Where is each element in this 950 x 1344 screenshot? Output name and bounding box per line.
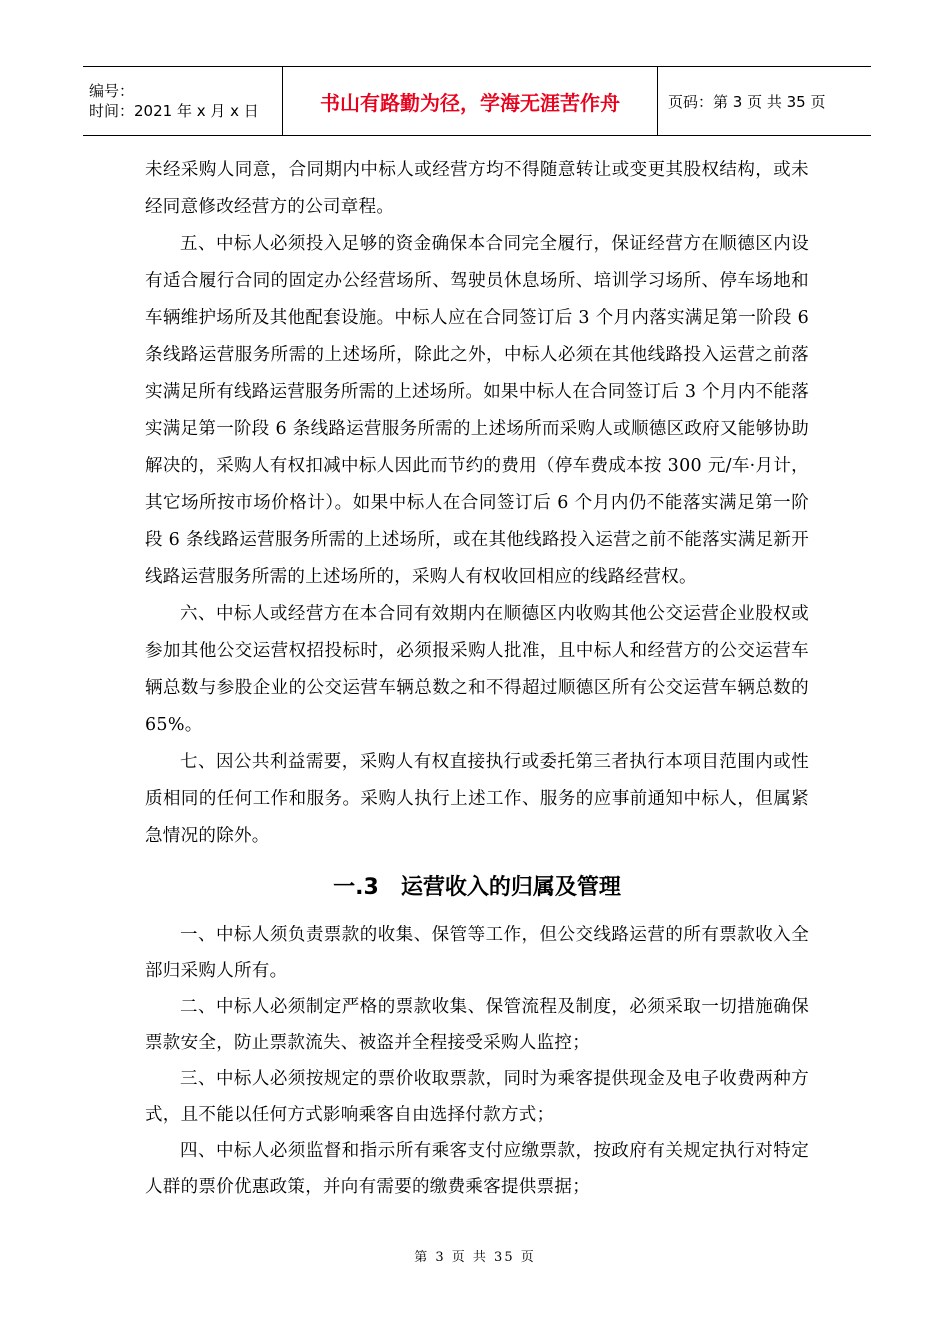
body-paragraph: 未经采购人同意，合同期内中标人或经营方均不得随意转让或变更其股权结构，或未经同意修改经营方的公司章程。	[145, 160, 809, 217]
footer-page-number: 第 3 页 共 35 页	[414, 1250, 536, 1265]
header-page-info	[658, 67, 871, 135]
page-header	[83, 66, 871, 136]
body-paragraph: 四、中标人必须监督和指示所有乘客支付应缴票款，按政府有关规定执行对特定人群的票价优惠政策，并向有需要的缴费乘客提供票据；	[145, 1141, 809, 1197]
section-heading	[145, 871, 809, 905]
document-number-label: 编号：	[89, 82, 135, 100]
section-title: 运营收入的归属及管理	[400, 875, 621, 900]
document-date-label: 时间：2021 年 x 月 x 日	[89, 102, 259, 120]
page-footer	[0, 1246, 950, 1265]
header-meta	[83, 67, 283, 135]
section-number: 一.3	[333, 875, 379, 900]
document-body	[145, 152, 809, 1205]
body-paragraph: 五、中标人必须投入足够的资金确保本合同完全履行，保证经营方在顺德区内设有适合履行合同的固定办公经营场所、驾驶员休息场所、培训学习场所、停车场地和车辆维护场所及其他配套设施。中标人应在合同签订后 3 个月内落实满足第一阶段 6 条线路运营服务所需的上述场所，除此之外，中标人必须在其他线路投入运营之前落实满足所有线路运营服务所需的上述场所。如果中标人在合同签订后 3 个月内不能落实满足第一阶段 6 条线路运营服务所需的上述场所而采购人或顺德区政府又能够协助解决的，采购人有权扣减中标人因此而节约的费用（停车费成本按 300 元/车·月计，其它场所按市场价格计）。如果中标人在合同签订后 6 个月内仍不能落实满足第一阶段 6 条线路运营服务所需的上述场所，或在其他线路投入运营之前不能落实满足新开线路运营服务所需的上述场所的，采购人有权收回相应的线路经营权。	[145, 234, 809, 587]
motto-text: 书山有路勤为径，学海无涯苦作舟	[320, 90, 620, 115]
body-paragraph: 一、中标人须负责票款的收集、保管等工作，但公交线路运营的所有票款收入全部归采购人所有。	[145, 925, 809, 981]
body-paragraph: 二、中标人必须制定严格的票款收集、保管流程及制度，必须采取一切措施确保票款安全，防止票款流失、被盗并全程接受采购人监控；	[145, 997, 809, 1053]
body-paragraph: 七、因公共利益需要，采购人有权直接执行或委托第三者执行本项目范围内或性质相同的任何工作和服务。采购人执行上述工作、服务的应事前通知中标人，但属紧急情况的除外。	[145, 752, 809, 846]
body-paragraph: 六、中标人或经营方在本合同有效期内在顺德区内收购其他公交运营企业股权或参加其他公交运营权招投标时，必须报采购人批准，且中标人和经营方的公交运营车辆总数与参股企业的公交运营车辆总数之和不得超过顺德区所有公交运营车辆总数的 65%。	[145, 604, 809, 735]
header-motto	[283, 67, 658, 135]
body-paragraph: 三、中标人必须按规定的票价收取票款，同时为乘客提供现金及电子收费两种方式，且不能以任何方式影响乘客自由选择付款方式；	[145, 1069, 809, 1125]
header-page-label: 页码：第 3 页 共 35 页	[668, 92, 826, 111]
